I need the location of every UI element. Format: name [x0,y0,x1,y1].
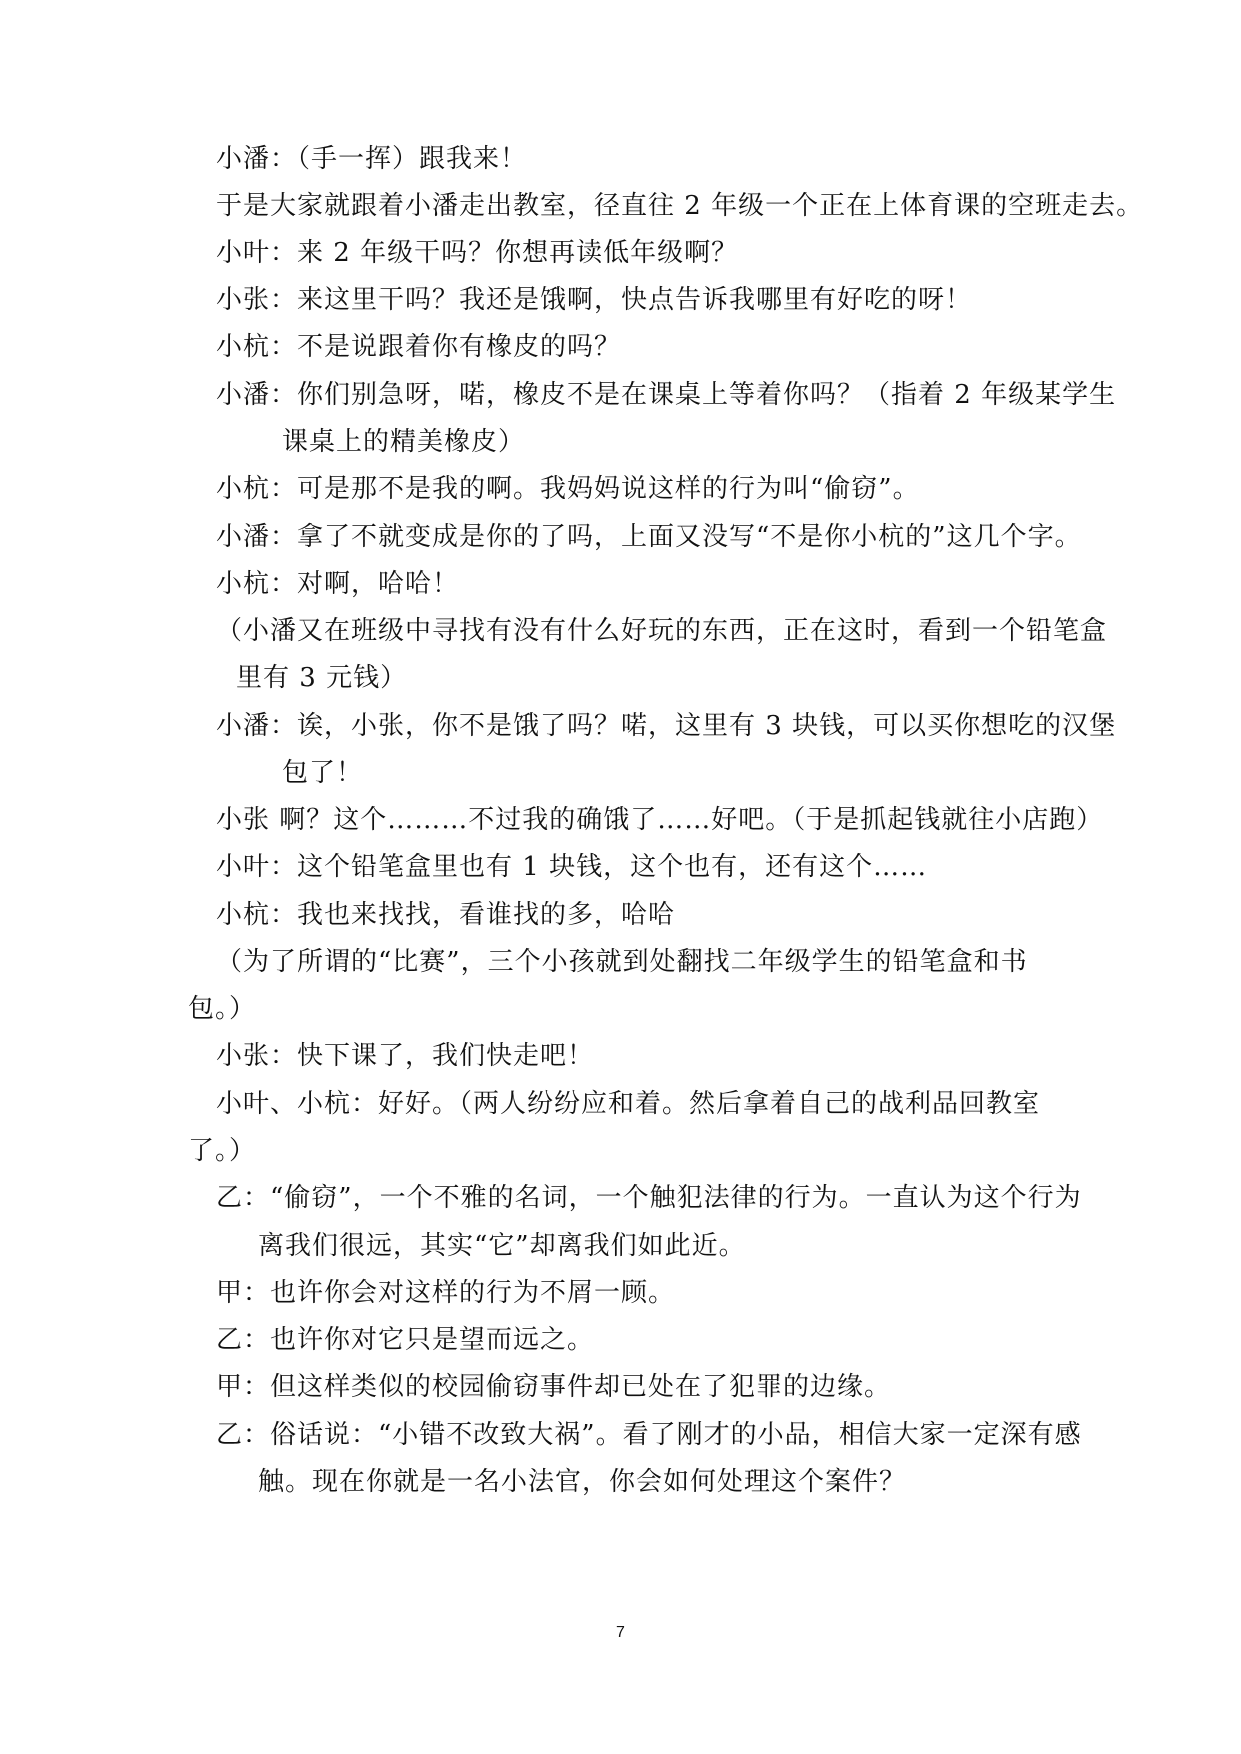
text-line: 里有 3 元钱） [236,663,408,693]
text-line: 课桌上的精美橡皮） [282,427,526,457]
page-number: 7 [616,1624,625,1641]
text-line: 小叶：来 2 年级干吗？你想再读低年级啊？ [216,238,739,268]
text-line: 小张 啊？这个………不过我的确饿了……好吧。（于是抓起钱就往小店跑） [216,805,1104,835]
text-line: （为了所谓的“比赛”，三个小孩就到处翻找二年级学生的铅笔盒和书 [216,947,1028,977]
text-line: 甲：但这样类似的校园偷窃事件却已处在了犯罪的边缘。 [216,1372,892,1402]
text-line: 于是大家就跟着小潘走出教室，径直往 2 年级一个正在上体育课的空班走去。 [216,191,1144,221]
text-line: 触。现在你就是一名小法官，你会如何处理这个案件？ [258,1467,907,1497]
text-line: 小杭：我也来找找，看谁找的多，哈哈 [216,900,676,930]
text-line: 小潘：拿了不就变成是你的了吗，上面又没写“不是你小杭的”这几个字。 [216,522,1082,552]
text-line: 小潘：你们别急呀，喏，橡皮不是在课桌上等着你吗？（指着 2 年级某学生 [216,380,1117,410]
text-line: 包。） [188,994,257,1024]
text-line: 小潘：诶，小张，你不是饿了吗？喏，这里有 3 块钱，可以买你想吃的汉堡 [216,711,1117,741]
text-line: 乙：“偷窃”，一个不雅的名词，一个触犯法律的行为。一直认为这个行为 [216,1183,1082,1213]
text-line: 甲：也许你会对这样的行为不屑一顾。 [216,1278,676,1308]
text-line: 小杭：对啊，哈哈！ [216,569,460,599]
text-line: 了。） [188,1136,257,1166]
text-line: 小叶、小杭：好好。（两人纷纷应和着。然后拿着自己的战利品回教室 [216,1089,1041,1119]
text-line: 小叶：这个铅笔盒里也有 1 块钱，这个也有，还有这个…… [216,852,928,882]
text-line: 小张：来这里干吗？我还是饿啊，快点告诉我哪里有好吃的呀！ [216,285,973,315]
text-line: 小杭：不是说跟着你有橡皮的吗？ [216,332,622,362]
text-line: 小杭：可是那不是我的啊。我妈妈说这样的行为叫“偷窃”。 [216,474,920,504]
text-line: 乙：俗话说：“小错不改致大祸”。看了刚才的小品，相信大家一定深有感 [216,1420,1082,1450]
text-line: 离我们很远，其实“它”却离我们如此近。 [258,1231,746,1261]
text-line: （小潘又在班级中寻找有没有什么好玩的东西，正在这时，看到一个铅笔盒 [216,616,1108,646]
text-line: 小潘：（手一挥）跟我来！ [216,144,528,174]
text-line: 包了！ [282,758,364,788]
text-line: 小张：快下课了，我们快走吧！ [216,1041,595,1071]
text-line: 乙：也许你对它只是望而远之。 [216,1325,595,1355]
